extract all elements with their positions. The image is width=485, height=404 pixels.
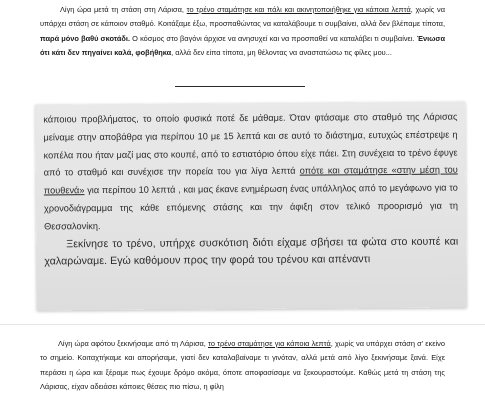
- excerpt-bottom-seg-2: , χωρίς να υπάρχει στάση σ' εκείνο το σημείο. Κοιταχτήκαμε και απορήσαμε, γιατί δεν καταλαβαίναμε τι γινόταν, αλλά μετά από λίγο ξεκινήσαμε ξανά. Είχε περάσει η ώρα και ξέραμε πως έχουμε δρόμο ακόμα, όποτε αποφασίσαμε να ξεκουραστούμε. Καθώς μετά τη στάση της Λάρισας, είχαν αδειάσει κάποιες θέσεις πιο πίσω, η φίλη: [40, 339, 445, 391]
- excerpt-bottom-paragraph: [40, 329, 445, 394]
- excerpt-top-seg-4: Ο κόσμος στο βαγόνι άρχισε να ανησυχεί και να προσπαθεί να καταλάβει τι συμβαίνει.: [130, 33, 417, 43]
- photographed-excerpt: [35, 102, 466, 311]
- photographed-excerpt-paragraph: [43, 102, 458, 272]
- excerpt-top: [0, 0, 485, 90]
- excerpt-top-bold-1: παρά μόνο βαθύ σκοτάδι.: [40, 33, 131, 43]
- excerpt-top-bold-2: Ένιωσα ότι κάτι δεν πηγαίνει καλά, φοβήθηκα: [40, 33, 445, 57]
- excerpt-top-seg-6: , αλλά δεν είπα τίποτα, μη θέλοντας να αναστατώσω τις φίλες μου...: [171, 47, 392, 57]
- excerpt-top-underlined: το τρένο σταμάτησε και πάλι και ακινητοποιήθηκε για κάποια λεπτά: [186, 5, 411, 14]
- excerpt-bottom-seg-0: Λίγη ώρα αφότου ξεκινήσαμε από τη Λάρισα,: [58, 339, 209, 348]
- photo-seg-2: για περίπου 10 λεπτά , και μας έκανε ενημέρωση ένας υπάλληλος από το μεγάφωνο για το χρονοδιάγραμμα της κάθε επόμενης στάσης και την άφιξη στον τελικό προορισμό για τη Θεσσαλονίκη.: [43, 182, 459, 232]
- excerpt-bottom: [0, 324, 485, 404]
- excerpt-bottom-underlined: το τρένο σταμάτησε για κάποια λεπτά: [208, 339, 331, 348]
- photo-underlined: οπότε και σταμάτησε «στην μέση του πουθενά»: [43, 164, 458, 196]
- divider-top: [175, 86, 305, 87]
- photo-seg-0: κάποιου προβλήματος, το οποίο φυσικά ποτέ δε μάθαμε. Όταν φτάσαμε στο σταθμό της Λάρισας μείναμε στην αποβάθρα για περίπου 10 με 15 λεπτά και σε αυτό το διάστημα, ευτυχώς επέστρεψε η κοπέλα που ήταν μαζί μας στο κουπέ, από το εστιατόριο όπου είχε πάει. Στη συνέχεια το τρένο έφυγε από το σταθμό και συνέχισε την πορεία του για λίγα λεπτά: [43, 111, 458, 178]
- photo-seg-3: Ξεκίνησε το τρένο, υπήρχε συσκότιση διότι είχαμε σβήσει τα φώτα στο κουπέ και χαλαρώναμε. Εγώ καθόμουν προς την φορά του τρένου και απέναντι: [44, 235, 459, 268]
- excerpt-top-seg-2: , χωρίς να υπάρχει στάση σε κάποιον σταθμό. Κοιτάξαμε έξω, προσπαθώντας να καταλάβουμε τι συμβαίνει, αλλά δεν βλέπαμε τίποτα,: [40, 5, 446, 29]
- excerpt-top-paragraph: [40, 3, 445, 60]
- excerpt-top-seg-0: Λίγη ώρα μετά τη στάση στη Λάρισα,: [60, 5, 187, 14]
